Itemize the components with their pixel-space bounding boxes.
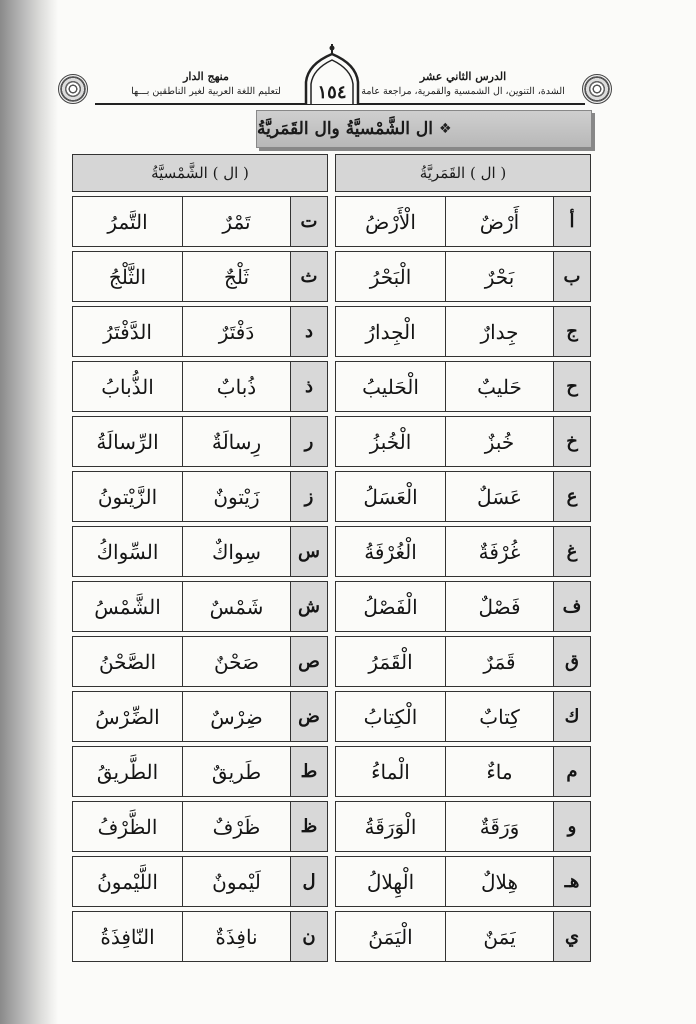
word-cell: فَصْلٌ bbox=[445, 581, 553, 632]
shamsiyya-table bbox=[72, 154, 328, 966]
table-row bbox=[335, 636, 591, 687]
word-cell: كِتابٌ bbox=[445, 691, 553, 742]
letter-cell: ق bbox=[553, 636, 591, 687]
letter-cell: ع bbox=[553, 471, 591, 522]
section-title: ال الشَّمْسيَّةُ وال القَمَريَّةُ bbox=[257, 119, 433, 139]
word-cell: يَمَنٌ bbox=[445, 911, 553, 962]
letter-cell: ك bbox=[553, 691, 591, 742]
table-row bbox=[335, 801, 591, 852]
word-cell: أَرْضٌ bbox=[445, 196, 553, 247]
word-cell: قَمَرٌ bbox=[445, 636, 553, 687]
table-row bbox=[72, 801, 328, 852]
word-cell: صَحْنٌ bbox=[182, 636, 290, 687]
table-row bbox=[72, 691, 328, 742]
definite-word-cell: الشَّمْسُ bbox=[72, 581, 182, 632]
letter-cell: ش bbox=[290, 581, 328, 632]
definite-word-cell: الْأَرْضُ bbox=[335, 196, 445, 247]
letter-cell: ص bbox=[290, 636, 328, 687]
definite-word-cell: الثَّلْجُ bbox=[72, 251, 182, 302]
definite-word-cell: الْكِتابُ bbox=[335, 691, 445, 742]
definite-word-cell: الْبَحْرُ bbox=[335, 251, 445, 302]
table-row bbox=[72, 581, 328, 632]
word-cell: خُبزٌ bbox=[445, 416, 553, 467]
definite-word-cell: السِّواكُ bbox=[72, 526, 182, 577]
definite-word-cell: الرِّسالَةُ bbox=[72, 416, 182, 467]
definite-word-cell: الْيَمَنُ bbox=[335, 911, 445, 962]
book-title: منهج الدار bbox=[183, 70, 229, 83]
table-row bbox=[335, 746, 591, 797]
table-row bbox=[72, 361, 328, 412]
table-row bbox=[335, 911, 591, 962]
page-number-badge bbox=[300, 42, 364, 106]
letter-cell: ي bbox=[553, 911, 591, 962]
definite-word-cell: الصَّحْنُ bbox=[72, 636, 182, 687]
letter-cell: ت bbox=[290, 196, 328, 247]
letter-cell: ز bbox=[290, 471, 328, 522]
lesson-header bbox=[348, 70, 578, 97]
word-cell: رِسالَةٌ bbox=[182, 416, 290, 467]
table-row bbox=[335, 581, 591, 632]
table-row bbox=[72, 636, 328, 687]
table-row bbox=[335, 856, 591, 907]
letter-cell: ض bbox=[290, 691, 328, 742]
word-cell: دَفْتَرٌ bbox=[182, 306, 290, 357]
shamsiyya-rows bbox=[72, 196, 328, 962]
diamond-bullet-icon: ❖ bbox=[438, 121, 452, 137]
definite-word-cell: النّافِذَةُ bbox=[72, 911, 182, 962]
word-cell: جِدارٌ bbox=[445, 306, 553, 357]
letter-cell: ر bbox=[290, 416, 328, 467]
letter-cell: ب bbox=[553, 251, 591, 302]
letter-cell: ظ bbox=[290, 801, 328, 852]
book-header bbox=[96, 70, 316, 97]
table-row bbox=[72, 526, 328, 577]
definite-word-cell: الْماءُ bbox=[335, 746, 445, 797]
letter-cell: م bbox=[553, 746, 591, 797]
letter-cell: ذ bbox=[290, 361, 328, 412]
definite-word-cell: اللَّيْمونُ bbox=[72, 856, 182, 907]
word-cell: شَمْسٌ bbox=[182, 581, 290, 632]
letter-cell: ل bbox=[290, 856, 328, 907]
letter-cell: ط bbox=[290, 746, 328, 797]
word-cell: لَيْمونٌ bbox=[182, 856, 290, 907]
definite-word-cell: الْقَمَرُ bbox=[335, 636, 445, 687]
definite-word-cell: الْوَرَقَةُ bbox=[335, 801, 445, 852]
definite-word-cell: الْعَسَلُ bbox=[335, 471, 445, 522]
table-row bbox=[72, 746, 328, 797]
definite-word-cell: الدَّفْتَرُ bbox=[72, 306, 182, 357]
word-cell: ذُبابٌ bbox=[182, 361, 290, 412]
definite-word-cell: الضِّرْسُ bbox=[72, 691, 182, 742]
word-cell: نافِذَةٌ bbox=[182, 911, 290, 962]
word-cell: هِلالٌ bbox=[445, 856, 553, 907]
page-number: ١٥٤ bbox=[317, 82, 347, 103]
word-cell: ظَرْفٌ bbox=[182, 801, 290, 852]
table-row bbox=[335, 526, 591, 577]
qamariyya-rows bbox=[335, 196, 591, 962]
table-row bbox=[335, 361, 591, 412]
letter-cell: هـ bbox=[553, 856, 591, 907]
definite-word-cell: الْهِلالُ bbox=[335, 856, 445, 907]
lesson-subtitle: الشدة، التنوين، ال الشمسية والقمرية، مراجعة عامة bbox=[361, 86, 565, 97]
word-cell: طَريقٌ bbox=[182, 746, 290, 797]
definite-word-cell: الطَّريقُ bbox=[72, 746, 182, 797]
definite-word-cell: التَّمرُ bbox=[72, 196, 182, 247]
letter-cell: د bbox=[290, 306, 328, 357]
table-row bbox=[335, 691, 591, 742]
letter-cell: أ bbox=[553, 196, 591, 247]
definite-word-cell: الظَّرْفُ bbox=[72, 801, 182, 852]
table-row bbox=[72, 856, 328, 907]
word-cell: حَليبٌ bbox=[445, 361, 553, 412]
letter-cell: ن bbox=[290, 911, 328, 962]
letter-cell: غ bbox=[553, 526, 591, 577]
definite-word-cell: الْخُبزُ bbox=[335, 416, 445, 467]
table-row bbox=[335, 416, 591, 467]
definite-word-cell: الزَّيْتونُ bbox=[72, 471, 182, 522]
table-row bbox=[335, 251, 591, 302]
qamariyya-heading: ( ال ) القَمَريَّةُ bbox=[335, 154, 591, 192]
letter-cell: ح bbox=[553, 361, 591, 412]
letter-cell: ج bbox=[553, 306, 591, 357]
word-cell: سِواكٌ bbox=[182, 526, 290, 577]
word-cell: وَرَقَةٌ bbox=[445, 801, 553, 852]
lesson-title: الدرس الثاني عشر bbox=[419, 70, 507, 83]
letter-cell: و bbox=[553, 801, 591, 852]
qamariyya-table bbox=[335, 154, 591, 966]
section-title-bar bbox=[256, 110, 592, 148]
word-cell: ثَلْجٌ bbox=[182, 251, 290, 302]
definite-word-cell: الْفَصْلُ bbox=[335, 581, 445, 632]
table-row bbox=[72, 251, 328, 302]
letter-cell: س bbox=[290, 526, 328, 577]
definite-word-cell: الْحَليبُ bbox=[335, 361, 445, 412]
table-row bbox=[72, 416, 328, 467]
definite-word-cell: الْجِدارُ bbox=[335, 306, 445, 357]
word-cell: تَمْرٌ bbox=[182, 196, 290, 247]
word-cell: عَسَلٌ bbox=[445, 471, 553, 522]
table-row bbox=[335, 306, 591, 357]
letter-cell: ث bbox=[290, 251, 328, 302]
table-row bbox=[72, 196, 328, 247]
table-row bbox=[335, 196, 591, 247]
word-cell: غُرْفَةٌ bbox=[445, 526, 553, 577]
definite-word-cell: الذُّبابُ bbox=[72, 361, 182, 412]
word-cell: ماءٌ bbox=[445, 746, 553, 797]
word-cell: بَحْرٌ bbox=[445, 251, 553, 302]
word-cell: ضِرْسٌ bbox=[182, 691, 290, 742]
letter-cell: ف bbox=[553, 581, 591, 632]
word-cell: زَيْتونٌ bbox=[182, 471, 290, 522]
binding-shadow bbox=[0, 0, 58, 1024]
rosette-ornament-icon bbox=[582, 74, 612, 104]
definite-word-cell: الْغُرْفَةُ bbox=[335, 526, 445, 577]
rosette-ornament-icon bbox=[58, 74, 88, 104]
book-subtitle: لتعليم اللغة العربية لغير الناطقين بـــها bbox=[131, 86, 281, 97]
shamsiyya-heading: ( ال ) الشَّمْسيَّةُ bbox=[72, 154, 328, 192]
table-row bbox=[72, 471, 328, 522]
table-row bbox=[335, 471, 591, 522]
letter-cell: خ bbox=[553, 416, 591, 467]
table-row bbox=[72, 911, 328, 962]
table-row bbox=[72, 306, 328, 357]
